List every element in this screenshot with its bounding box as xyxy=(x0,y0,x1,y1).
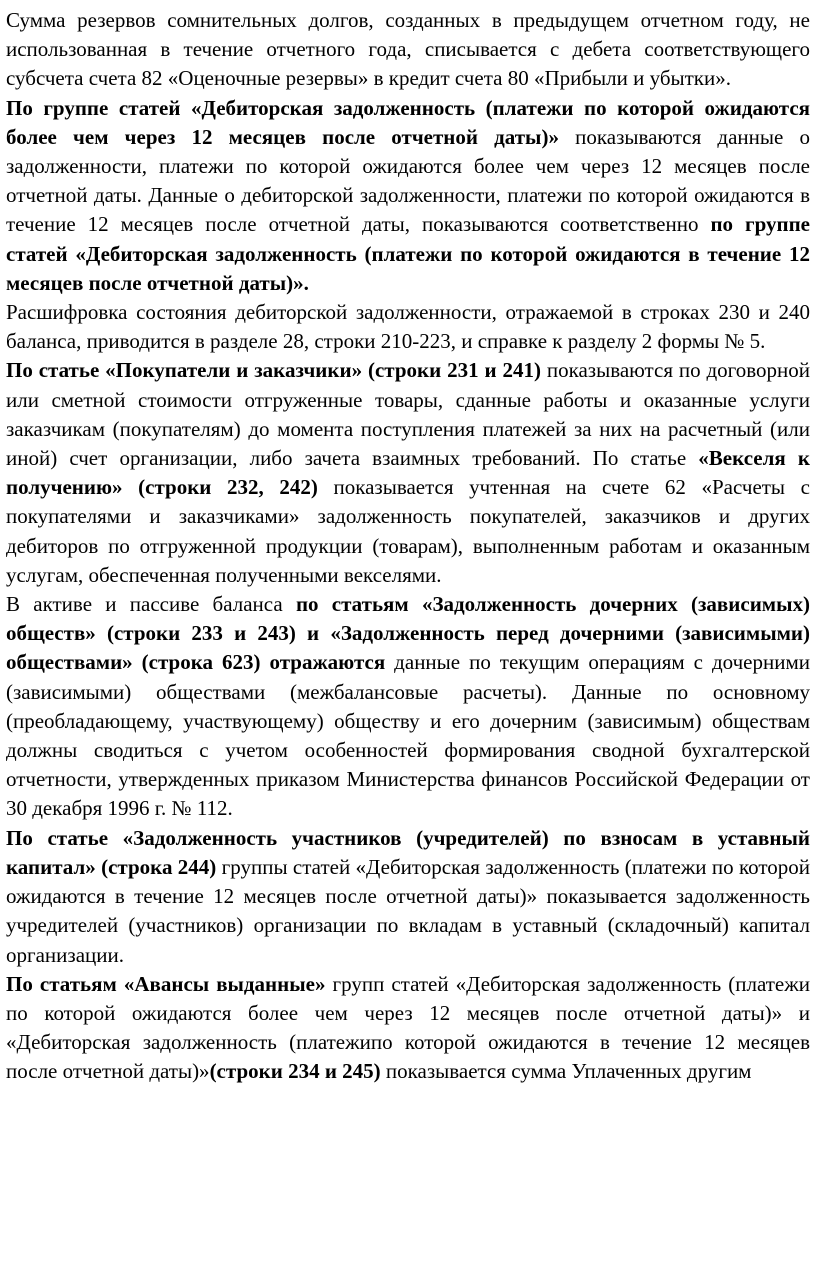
paragraph-buyers-customers xyxy=(6,356,810,590)
bold-heading-run: По статьям «Авансы выданные» xyxy=(6,971,326,996)
paragraph-advances-issued xyxy=(6,970,810,1087)
bold-heading-run: По статье «Покупатели и заказчики» (строки 231 и 241) xyxy=(6,358,541,383)
text-run: группы статей «Дебиторская задолженность (платежи по которой ожидаются в течение 12 месяцев после отчетной даты)» показывается задолженность учредителей (участников) организации по вкладам в уставный (складочный) капитал организации. xyxy=(6,854,810,967)
text-run: групп статей «Дебиторская задолженность (платежи по которой ожидаются более чем через 12 месяцев после отчетной даты)» и «Дебиторская задолженность (платежипо которой ожидаются в течение 12 месяцев после отчетной даты)» xyxy=(6,971,810,1084)
paragraph-receivables-breakdown xyxy=(6,298,810,356)
text-run: показывается сумма Уплаченных другим xyxy=(380,1059,752,1084)
text-run: Расшифровка состояния дебиторской задолженности, отражаемой в строках 230 и 240 баланса, приводится в разделе 28, строки 210-223, и справке к разделу 2 формы № 5. xyxy=(6,300,810,354)
bold-heading-run: (строки 234 и 245) xyxy=(209,1059,381,1084)
paragraph-bad-debt-reserve xyxy=(6,6,810,94)
bold-heading-run: «Векселя к получению» (строки 232, 242) xyxy=(6,446,810,500)
paragraph-founders-debt xyxy=(6,824,810,970)
bold-heading-run: по статьям «Задолженность дочерних (зависимых) обществ» (строки 233 и 243) и «Задолженность перед дочерними (зависимыми) обществами» (строка 623) отражаются xyxy=(6,592,810,675)
text-run: В активе и пассиве баланса xyxy=(6,592,296,617)
text-run: показывается учтенная на счете 62 «Расчеты с покупателями и заказчиками» задолженность покупателей, заказчиков и других дебиторов по отгруженной продукции (товарам), выполненным работам и оказанным услугам, обеспеченная полученными векселями. xyxy=(6,475,810,587)
bold-heading-run: По статье «Задолженность участников (учредителей) по взносам в уставный капитал» (строка 244) xyxy=(6,825,810,879)
text-run: данные по текущим операциям с дочерними (зависимыми) обществами (межбалансовые расчеты). Данные по основному (преобладающему, участвующему) обществу и его дочерним (зависимым) обществам должны сводиться с учетом особенностей формирования сводной бухгалтерской отчетности, утвержденных приказом Министерства финансов Российской Федерации от 30 декабря 1996 г. № 112. xyxy=(6,650,810,821)
text-run: показываются по договорной или сметной стоимости отгруженные товары, сданные работы и оказанные услуги заказчикам (покупателям) до момента поступления платежей за них на расчетный (или иной) счет организации, либо зачета взаимных требований. По статье xyxy=(6,358,810,471)
text-run: показываются данные о задолженности, платежи по которой ожидаются более чем через 12 месяцев после отчетной даты. Данные о дебиторской задолженности, платежи по которой ожидаются в течение 12 месяцев после отчетной даты, показываются соответственно xyxy=(6,124,810,237)
paragraph-long-term-receivables xyxy=(6,94,810,298)
bold-heading-run: по группе статей «Дебиторская задолженность (платежи по которой ожидаются в течение 12 месяцев после отчетной даты)». xyxy=(6,212,810,295)
paragraph-subsidiaries-debt xyxy=(6,590,810,824)
text-run: Сумма резервов сомнительных долгов, созданных в предыдущем отчетном году, не использованная в течение отчетного года, списывается с дебета соответствующего субсчета счета 82 «Оценочные резервы» в кредит счета 80 «Прибыли и убытки». xyxy=(6,8,810,91)
bold-heading-run: По группе статей «Дебиторская задолженность (платежи по которой ожидаются более чем через 12 месяцев после отчетной даты)» xyxy=(6,95,810,149)
